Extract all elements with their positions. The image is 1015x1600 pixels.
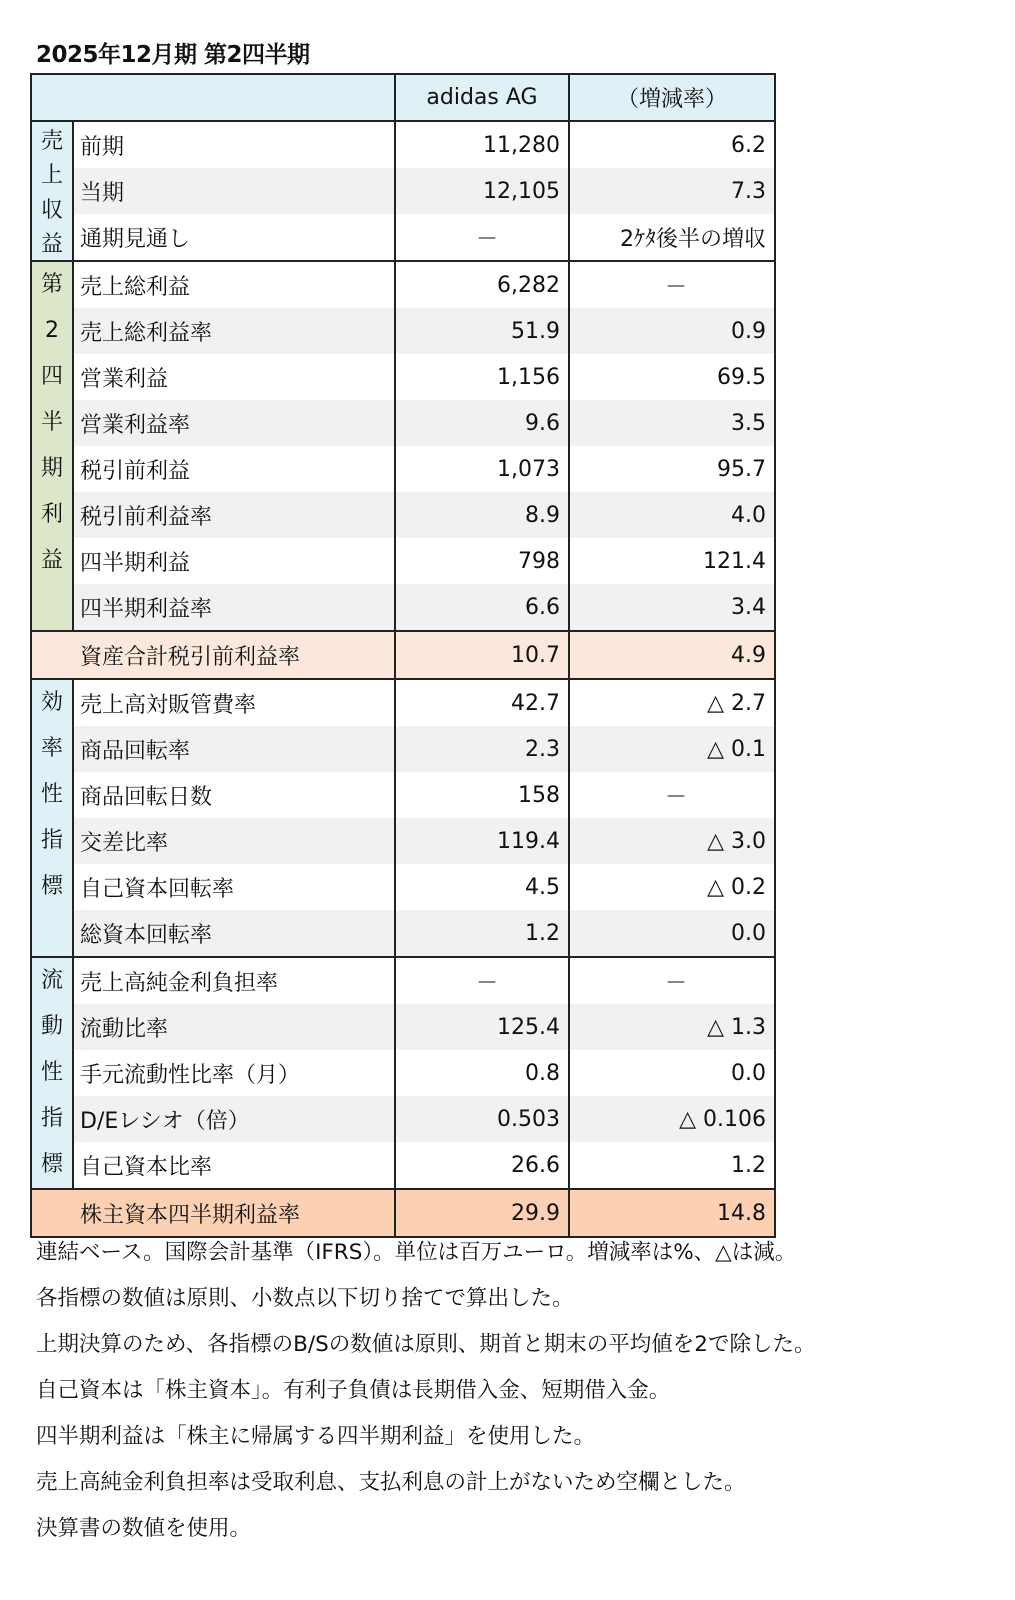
- section-tag-char: 売: [40, 128, 63, 154]
- row-value: 10.7: [396, 632, 570, 678]
- section-tag-char: 四: [40, 364, 63, 389]
- row-label: 営業利益: [74, 354, 396, 400]
- row-value: 2.3: [396, 726, 570, 772]
- financial-table: [30, 73, 776, 1238]
- footnote: 各指標の数値は原則、小数点以下切り捨てで算出した。: [36, 1286, 574, 1311]
- table-row: [74, 400, 774, 446]
- section-tag-char: 益: [40, 232, 63, 258]
- section-tag-revenue: [32, 122, 74, 260]
- section-tag-efficiency: [32, 680, 74, 956]
- footnote: 四半期利益は「株主に帰属する四半期利益」を使用した。: [36, 1424, 596, 1449]
- row-change: －: [665, 274, 688, 300]
- row-change: 121.4: [703, 548, 766, 574]
- table-header: [32, 75, 774, 122]
- section-roa: [32, 632, 774, 680]
- row-change: 95.7: [717, 456, 766, 482]
- table-row: [74, 354, 774, 400]
- table-row: [74, 308, 774, 354]
- table-row: [74, 1096, 774, 1142]
- section-tag-char: 動: [40, 1014, 63, 1039]
- footnote: 連結ベース。国際会計基準（IFRS）。単位は百万ユーロ。増減率は%、△は減。: [36, 1240, 797, 1265]
- footnote: 上期決算のため、各指標のB/Sの数値は原則、期首と期末の平均値を2で除した。: [36, 1332, 816, 1357]
- section-tag-char: 益: [40, 548, 63, 573]
- table-row: [74, 864, 774, 910]
- row-change: 4.0: [731, 502, 766, 528]
- section-revenue: [32, 122, 774, 262]
- footnote: 売上高純金利負担率は受取利息、支払利息の計上がないため空欄とした。: [36, 1470, 746, 1495]
- table-row: [74, 1004, 774, 1050]
- row-label: 自己資本回転率: [74, 864, 396, 910]
- table-row: [74, 492, 774, 538]
- row-value: 158: [396, 772, 570, 818]
- row-value: 0.8: [396, 1050, 570, 1096]
- row-change: 1.2: [731, 1152, 766, 1178]
- row-label: 総資本回転率: [74, 910, 396, 956]
- section-efficiency: [32, 680, 774, 958]
- row-change: 3.4: [731, 594, 766, 620]
- table-row: [74, 122, 774, 168]
- row-change: 0.0: [731, 920, 766, 946]
- row-value: 42.7: [396, 680, 570, 726]
- row-label: 自己資本比率: [74, 1142, 396, 1188]
- row-change: 69.5: [717, 364, 766, 390]
- section-tag-char: 収: [40, 197, 63, 223]
- row-value: 119.4: [396, 818, 570, 864]
- section-tag-char: 流: [40, 968, 63, 993]
- table-row: [74, 772, 774, 818]
- row-label: 四半期利益: [74, 538, 396, 584]
- table-row: [74, 818, 774, 864]
- row-change: 2ｹﾀ後半の増収: [620, 226, 766, 252]
- row-change: 7.3: [731, 178, 766, 204]
- section-tag-char: 期: [40, 456, 63, 481]
- section-tag-char: 利: [40, 502, 63, 527]
- row-change: △ 0.106: [679, 1106, 766, 1132]
- table-row: [74, 214, 774, 260]
- row-change: －: [665, 784, 688, 810]
- section-tag-char: 2: [45, 318, 59, 343]
- row-change: 0.0: [731, 1060, 766, 1086]
- row-label: 交差比率: [74, 818, 396, 864]
- table-row: [74, 584, 774, 630]
- row-label: 税引前利益率: [74, 492, 396, 538]
- row-label: 税引前利益: [74, 446, 396, 492]
- row-label: 商品回転日数: [74, 772, 396, 818]
- row-label: 四半期利益率: [74, 584, 396, 630]
- row-value: －: [396, 958, 570, 1004]
- header-change: （増減率）: [616, 87, 727, 112]
- row-change: 14.8: [717, 1200, 766, 1226]
- section-tag-char: 第: [40, 272, 63, 297]
- row-value: 51.9: [396, 308, 570, 354]
- row-value: 798: [396, 538, 570, 584]
- row-value: 8.9: [396, 492, 570, 538]
- page-title: 2025年12月期 第2四半期: [36, 42, 310, 68]
- footnote: 決算書の数値を使用。: [36, 1516, 252, 1541]
- row-label: 営業利益率: [74, 400, 396, 446]
- row-label: 当期: [74, 168, 396, 214]
- row-label: 通期見通し: [74, 214, 396, 260]
- row-value: 4.5: [396, 864, 570, 910]
- row-change: 4.9: [731, 642, 766, 668]
- section-quarter-profit: [32, 262, 774, 632]
- row-label: 売上高対販管費率: [74, 680, 396, 726]
- row-change: 3.5: [731, 410, 766, 436]
- section-tag-char: 標: [40, 1152, 63, 1177]
- section-tag-quarter-profit: [32, 262, 74, 630]
- row-change: －: [665, 970, 688, 996]
- section-tag-char: 半: [40, 410, 63, 435]
- row-label: D/Eレシオ（倍）: [74, 1096, 396, 1142]
- row-value: 125.4: [396, 1004, 570, 1050]
- table-row: [74, 958, 774, 1004]
- footnote: 自己資本は「株主資本」。有利子負債は長期借入金、短期借入金。: [36, 1378, 671, 1403]
- row-value: 11,280: [396, 122, 570, 168]
- section-liquidity: [32, 958, 774, 1190]
- table-row-highlight: [32, 632, 774, 678]
- row-value: 0.503: [396, 1096, 570, 1142]
- row-change: 0.9: [731, 318, 766, 344]
- table-row: [74, 262, 774, 308]
- row-change: △ 0.2: [707, 874, 766, 900]
- row-change: △ 0.1: [707, 736, 766, 762]
- row-label: 株主資本四半期利益率: [74, 1190, 396, 1236]
- row-value: 12,105: [396, 168, 570, 214]
- section-tag-char: 性: [40, 1060, 63, 1085]
- table-row: [74, 680, 774, 726]
- row-label: 売上高純金利負担率: [74, 958, 396, 1004]
- row-value: 1,073: [396, 446, 570, 492]
- row-label: 売上総利益: [74, 262, 396, 308]
- section-tag-liquidity: [32, 958, 74, 1188]
- row-value: －: [396, 214, 570, 260]
- row-change: 6.2: [731, 132, 766, 158]
- footnotes: [36, 1230, 815, 1552]
- row-value: 1.2: [396, 910, 570, 956]
- row-label: 商品回転率: [74, 726, 396, 772]
- row-label: 資産合計税引前利益率: [74, 632, 396, 678]
- section-tag-char: 標: [40, 874, 63, 899]
- section-tag-char: 効: [40, 690, 63, 715]
- row-lead-blank: [32, 632, 74, 678]
- header-blank-cell: [32, 75, 396, 120]
- section-tag-char: 指: [40, 828, 63, 853]
- row-value: 6,282: [396, 262, 570, 308]
- row-label: 前期: [74, 122, 396, 168]
- section-tag-char: 指: [40, 1106, 63, 1131]
- table-row: [74, 910, 774, 956]
- row-label: 売上総利益率: [74, 308, 396, 354]
- row-label: 手元流動性比率（月）: [74, 1050, 396, 1096]
- table-row: [74, 726, 774, 772]
- row-change: △ 1.3: [707, 1014, 766, 1040]
- table-row: [74, 1142, 774, 1188]
- row-change: △ 2.7: [707, 690, 766, 716]
- table-row: [74, 446, 774, 492]
- table-row: [74, 538, 774, 584]
- table-row: [74, 168, 774, 214]
- section-tag-char: 率: [40, 736, 63, 761]
- section-tag-char: 上: [40, 163, 63, 189]
- row-value: 26.6: [396, 1142, 570, 1188]
- row-value: 6.6: [396, 584, 570, 630]
- row-value: 9.6: [396, 400, 570, 446]
- section-tag-char: 性: [40, 782, 63, 807]
- row-value: 1,156: [396, 354, 570, 400]
- row-value: 29.9: [396, 1190, 570, 1236]
- row-change: △ 3.0: [707, 828, 766, 854]
- row-label: 流動比率: [74, 1004, 396, 1050]
- header-company: adidas AG: [396, 75, 570, 120]
- table-row: [74, 1050, 774, 1096]
